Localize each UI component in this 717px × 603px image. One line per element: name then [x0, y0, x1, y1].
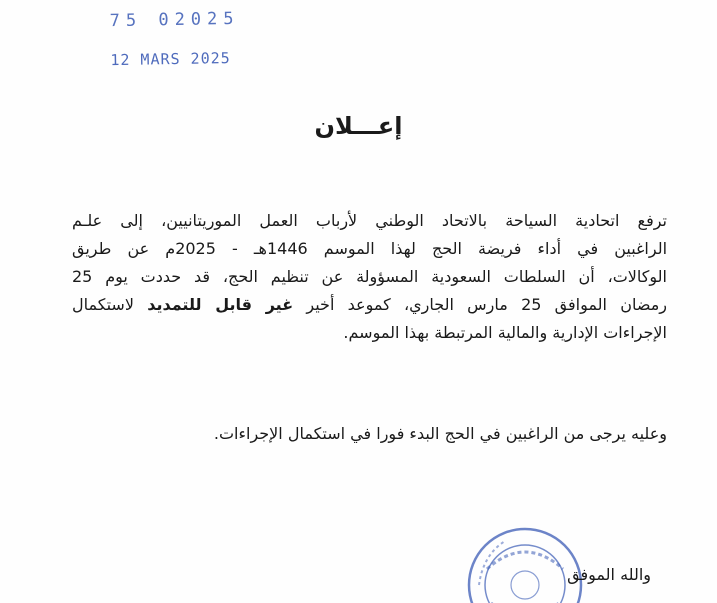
- paragraph-line-5: الإجراءات الإدارية والمالية المرتبطة بهذا الموسم.: [343, 323, 667, 342]
- official-seal: [465, 525, 585, 603]
- instruction-note: وعليه يرجى من الراغبين في الحج البدء فورا في استكمال الإجراءات.: [213, 424, 667, 443]
- paragraph-line-4-end: لاستكمال: [72, 295, 134, 314]
- stamp-date: 12 MARS 2025: [110, 49, 231, 70]
- stamp-number: 75 02025: [109, 8, 240, 32]
- paragraph-line-3: الوكالات، أن السلطات السعودية المسؤولة عن تنظيم الحج، قد حددت يوم 25: [72, 267, 667, 286]
- paragraph-line-2: الراغبين في أداء فريضة الحج لهذا الموسم 1446هـ - 2025م عن طريق: [72, 239, 668, 258]
- paragraph-line-4: [72, 291, 667, 319]
- closing-phrase: والله الموفق: [567, 565, 651, 584]
- received-stamp: [110, 9, 241, 69]
- announcement-paragraph: [72, 207, 667, 347]
- deadline-emphasis: غير قابل للتمديد: [147, 295, 294, 314]
- page-title: إعـــلان: [314, 112, 403, 140]
- paragraph-line-4-start: رمضان الموافق 25 مارس الجاري، كموعد أخير: [306, 295, 667, 314]
- paragraph-line-1: ترفع اتحادية السياحة بالاتحاد الوطني لأرباب العمل الموريتانيين، إلى علـم: [72, 211, 667, 230]
